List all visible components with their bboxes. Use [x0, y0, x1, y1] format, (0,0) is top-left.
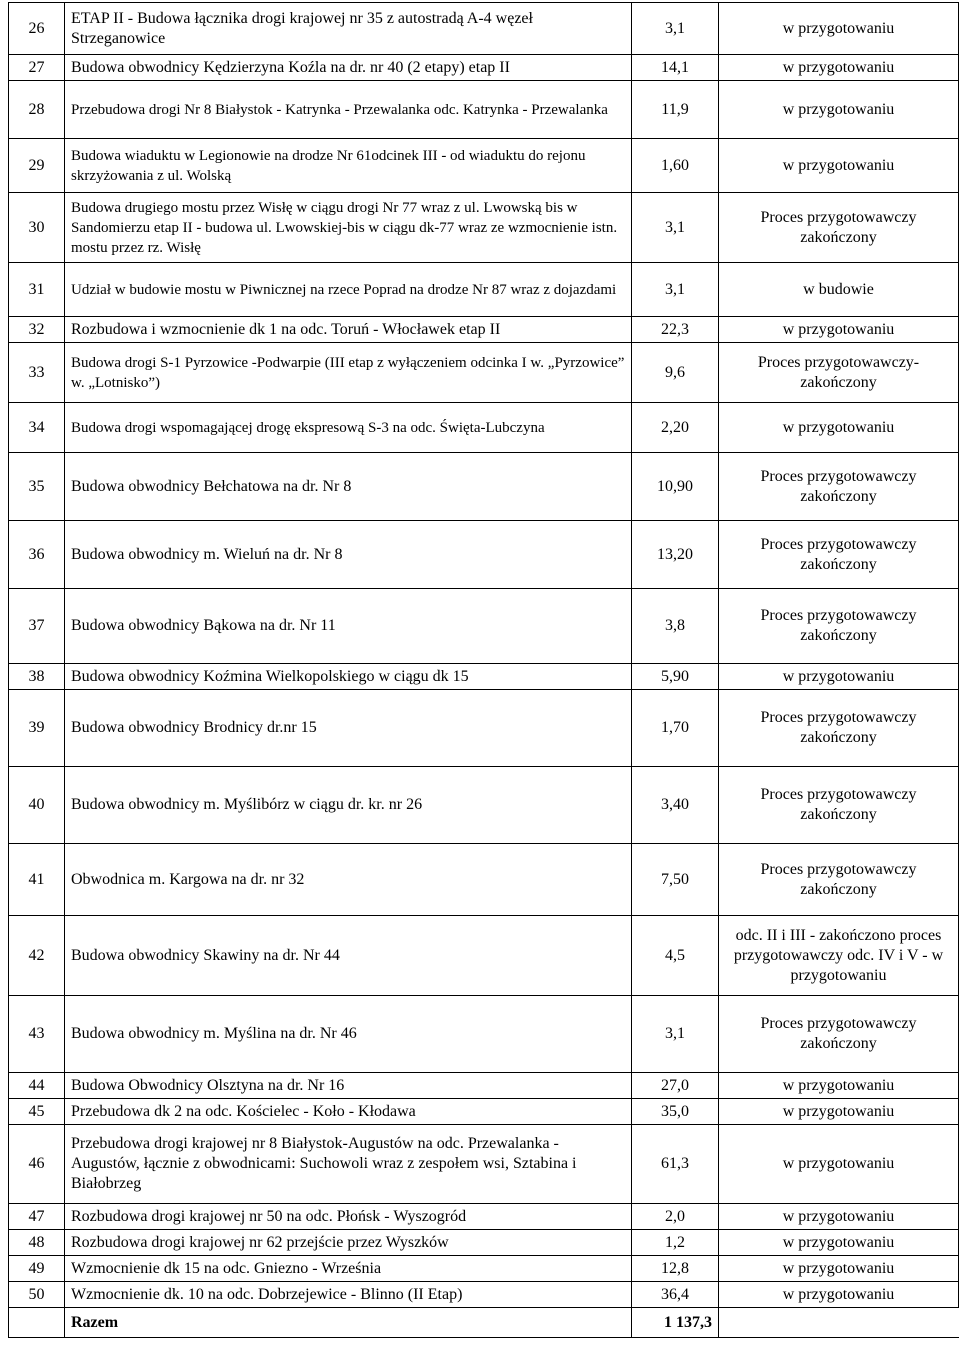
table-row — [9, 317, 959, 343]
table-row — [9, 263, 959, 317]
status: w przygotowaniu — [719, 139, 959, 193]
task-name: Budowa obwodnicy Brodnicy dr.nr 15 — [65, 690, 632, 767]
length-km: 1,60 — [632, 139, 719, 193]
roads-table — [8, 2, 959, 1338]
status: w przygotowaniu — [719, 664, 959, 690]
task-name: Budowa obwodnicy m. Wieluń na dr. Nr 8 — [65, 521, 632, 589]
status: Proces przygotowawczy zakończony — [719, 996, 959, 1073]
row-number: 44 — [9, 1073, 65, 1099]
task-name: Przebudowa drogi Nr 8 Białystok - Katrynka - Przewalanka odc. Katrynka - Przewalanka — [65, 81, 632, 139]
length-km: 36,4 — [632, 1282, 719, 1308]
table-row — [9, 521, 959, 589]
status: w przygotowaniu — [719, 1230, 959, 1256]
length-km: 3,1 — [632, 996, 719, 1073]
row-number: 31 — [9, 263, 65, 317]
table-row — [9, 1230, 959, 1256]
table-row — [9, 1282, 959, 1308]
length-km: 35,0 — [632, 1099, 719, 1125]
task-name: Budowa obwodnicy Bełchatowa na dr. Nr 8 — [65, 453, 632, 521]
task-name: Udział w budowie mostu w Piwnicznej na rzece Poprad na drodze Nr 87 wraz z dojazdami — [65, 263, 632, 317]
status: Proces przygotowawczy zakończony — [719, 844, 959, 916]
row-number: 50 — [9, 1282, 65, 1308]
total-value: 1 137,3 — [632, 1308, 719, 1338]
total-row — [9, 1308, 959, 1338]
row-number: 43 — [9, 996, 65, 1073]
task-name: Wzmocnienie dk. 10 na odc. Dobrzejewice - Blinno (II Etap) — [65, 1282, 632, 1308]
task-name: Budowa drogi S-1 Pyrzowice -Podwarpie (III etap z wyłączeniem odcinka I w. „Pyrzowice” w. „Lotnisko”) — [65, 343, 632, 403]
row-number: 45 — [9, 1099, 65, 1125]
row-number: 49 — [9, 1256, 65, 1282]
status: Proces przygotowawczy- zakończony — [719, 343, 959, 403]
status: Proces przygotowawczy zakończony — [719, 589, 959, 664]
table-row — [9, 844, 959, 916]
row-number: 32 — [9, 317, 65, 343]
length-km: 4,5 — [632, 916, 719, 996]
length-km: 1,2 — [632, 1230, 719, 1256]
row-number: 37 — [9, 589, 65, 664]
row-number: 47 — [9, 1204, 65, 1230]
length-km: 22,3 — [632, 317, 719, 343]
table-row — [9, 690, 959, 767]
row-number: 39 — [9, 690, 65, 767]
status: w budowie — [719, 263, 959, 317]
status: w przygotowaniu — [719, 1256, 959, 1282]
table-row — [9, 767, 959, 844]
row-number: 33 — [9, 343, 65, 403]
table-row — [9, 1125, 959, 1204]
status: w przygotowaniu — [719, 1073, 959, 1099]
length-km: 14,1 — [632, 55, 719, 81]
status: w przygotowaniu — [719, 403, 959, 453]
length-km: 1,70 — [632, 690, 719, 767]
empty-cell — [9, 1308, 65, 1338]
row-number: 35 — [9, 453, 65, 521]
task-name: Budowa obwodnicy m. Myślibórz w ciągu dr. kr. nr 26 — [65, 767, 632, 844]
table-row — [9, 916, 959, 996]
row-number: 28 — [9, 81, 65, 139]
task-name: Wzmocnienie dk 15 na odc. Gniezno - Września — [65, 1256, 632, 1282]
status: Proces przygotowawczy zakończony — [719, 193, 959, 263]
task-name: Budowa obwodnicy Kędzierzyna Koźla na dr. nr 40 (2 etapy) etap II — [65, 55, 632, 81]
table-row — [9, 343, 959, 403]
row-number: 36 — [9, 521, 65, 589]
length-km: 2,20 — [632, 403, 719, 453]
length-km: 7,50 — [632, 844, 719, 916]
task-name: ETAP II - Budowa łącznika drogi krajowej nr 35 z autostradą A-4 węzeł Strzeganowice — [65, 3, 632, 55]
length-km: 12,8 — [632, 1256, 719, 1282]
length-km: 10,90 — [632, 453, 719, 521]
table-row — [9, 664, 959, 690]
task-name: Budowa obwodnicy Koźmina Wielkopolskiego w ciągu dk 15 — [65, 664, 632, 690]
table-row — [9, 453, 959, 521]
task-name: Budowa obwodnicy m. Myślina na dr. Nr 46 — [65, 996, 632, 1073]
status: w przygotowaniu — [719, 1125, 959, 1204]
status: Proces przygotowawczy zakończony — [719, 767, 959, 844]
table-row — [9, 1204, 959, 1230]
task-name: Budowa wiaduktu w Legionowie na drodze Nr 61odcinek III - od wiaduktu do rejonu skrzyżowania z ul. Wolską — [65, 139, 632, 193]
status: Proces przygotowawczy zakończony — [719, 453, 959, 521]
table-row — [9, 1099, 959, 1125]
row-number: 27 — [9, 55, 65, 81]
task-name: Budowa Obwodnicy Olsztyna na dr. Nr 16 — [65, 1073, 632, 1099]
status: w przygotowaniu — [719, 81, 959, 139]
table-row — [9, 403, 959, 453]
table-row — [9, 1073, 959, 1099]
row-number: 41 — [9, 844, 65, 916]
length-km: 9,6 — [632, 343, 719, 403]
row-number: 29 — [9, 139, 65, 193]
table-row — [9, 81, 959, 139]
empty-cell — [719, 1308, 959, 1338]
status: Proces przygotowawczy zakończony — [719, 690, 959, 767]
task-name: Rozbudowa i wzmocnienie dk 1 na odc. Toruń - Włocławek etap II — [65, 317, 632, 343]
row-number: 48 — [9, 1230, 65, 1256]
row-number: 34 — [9, 403, 65, 453]
status: w przygotowaniu — [719, 3, 959, 55]
table-row — [9, 3, 959, 55]
task-name: Budowa drugiego mostu przez Wisłę w ciągu drogi Nr 77 wraz z ul. Lwowską bis w Sandomierzu etap II - budowa ul. Lwowskiej-bis w ciągu dk-77 wraz ze wzmocnienie istn. mostu przez rz. Wisłę — [65, 193, 632, 263]
table-row — [9, 996, 959, 1073]
length-km: 27,0 — [632, 1073, 719, 1099]
table-row — [9, 139, 959, 193]
table-row — [9, 1256, 959, 1282]
row-number: 46 — [9, 1125, 65, 1204]
row-number: 42 — [9, 916, 65, 996]
length-km: 3,8 — [632, 589, 719, 664]
length-km: 3,1 — [632, 193, 719, 263]
table-row — [9, 193, 959, 263]
total-label: Razem — [65, 1308, 632, 1338]
length-km: 2,0 — [632, 1204, 719, 1230]
status: w przygotowaniu — [719, 55, 959, 81]
status: Proces przygotowawczy zakończony — [719, 521, 959, 589]
task-name: Rozbudowa drogi krajowej nr 62 przejście przez Wyszków — [65, 1230, 632, 1256]
status: w przygotowaniu — [719, 1099, 959, 1125]
task-name: Budowa obwodnicy Bąkowa na dr. Nr 11 — [65, 589, 632, 664]
length-km: 11,9 — [632, 81, 719, 139]
task-name: Obwodnica m. Kargowa na dr. nr 32 — [65, 844, 632, 916]
length-km: 3,40 — [632, 767, 719, 844]
row-number: 40 — [9, 767, 65, 844]
task-name: Przebudowa drogi krajowej nr 8 Białystok-Augustów na odc. Przewalanka - Augustów, łącznie z obwodnicami: Suchowoli wraz z zespołem wsi, Sztabina i Białobrzeg — [65, 1125, 632, 1204]
length-km: 3,1 — [632, 263, 719, 317]
status: w przygotowaniu — [719, 1204, 959, 1230]
table-row — [9, 589, 959, 664]
length-km: 3,1 — [632, 3, 719, 55]
task-name: Przebudowa dk 2 na odc. Kościelec - Koło - Kłodawa — [65, 1099, 632, 1125]
length-km: 5,90 — [632, 664, 719, 690]
length-km: 61,3 — [632, 1125, 719, 1204]
length-km: 13,20 — [632, 521, 719, 589]
status: w przygotowaniu — [719, 317, 959, 343]
status: w przygotowaniu — [719, 1282, 959, 1308]
table-row — [9, 55, 959, 81]
row-number: 30 — [9, 193, 65, 263]
row-number: 38 — [9, 664, 65, 690]
status: odc. II i III - zakończono proces przygotowawczy odc. IV i V - w przygotowaniu — [719, 916, 959, 996]
task-name: Budowa obwodnicy Skawiny na dr. Nr 44 — [65, 916, 632, 996]
task-name: Budowa drogi wspomagającej drogę ekspresową S-3 na odc. Święta-Lubczyna — [65, 403, 632, 453]
task-name: Rozbudowa drogi krajowej nr 50 na odc. Płońsk - Wyszogród — [65, 1204, 632, 1230]
row-number: 26 — [9, 3, 65, 55]
